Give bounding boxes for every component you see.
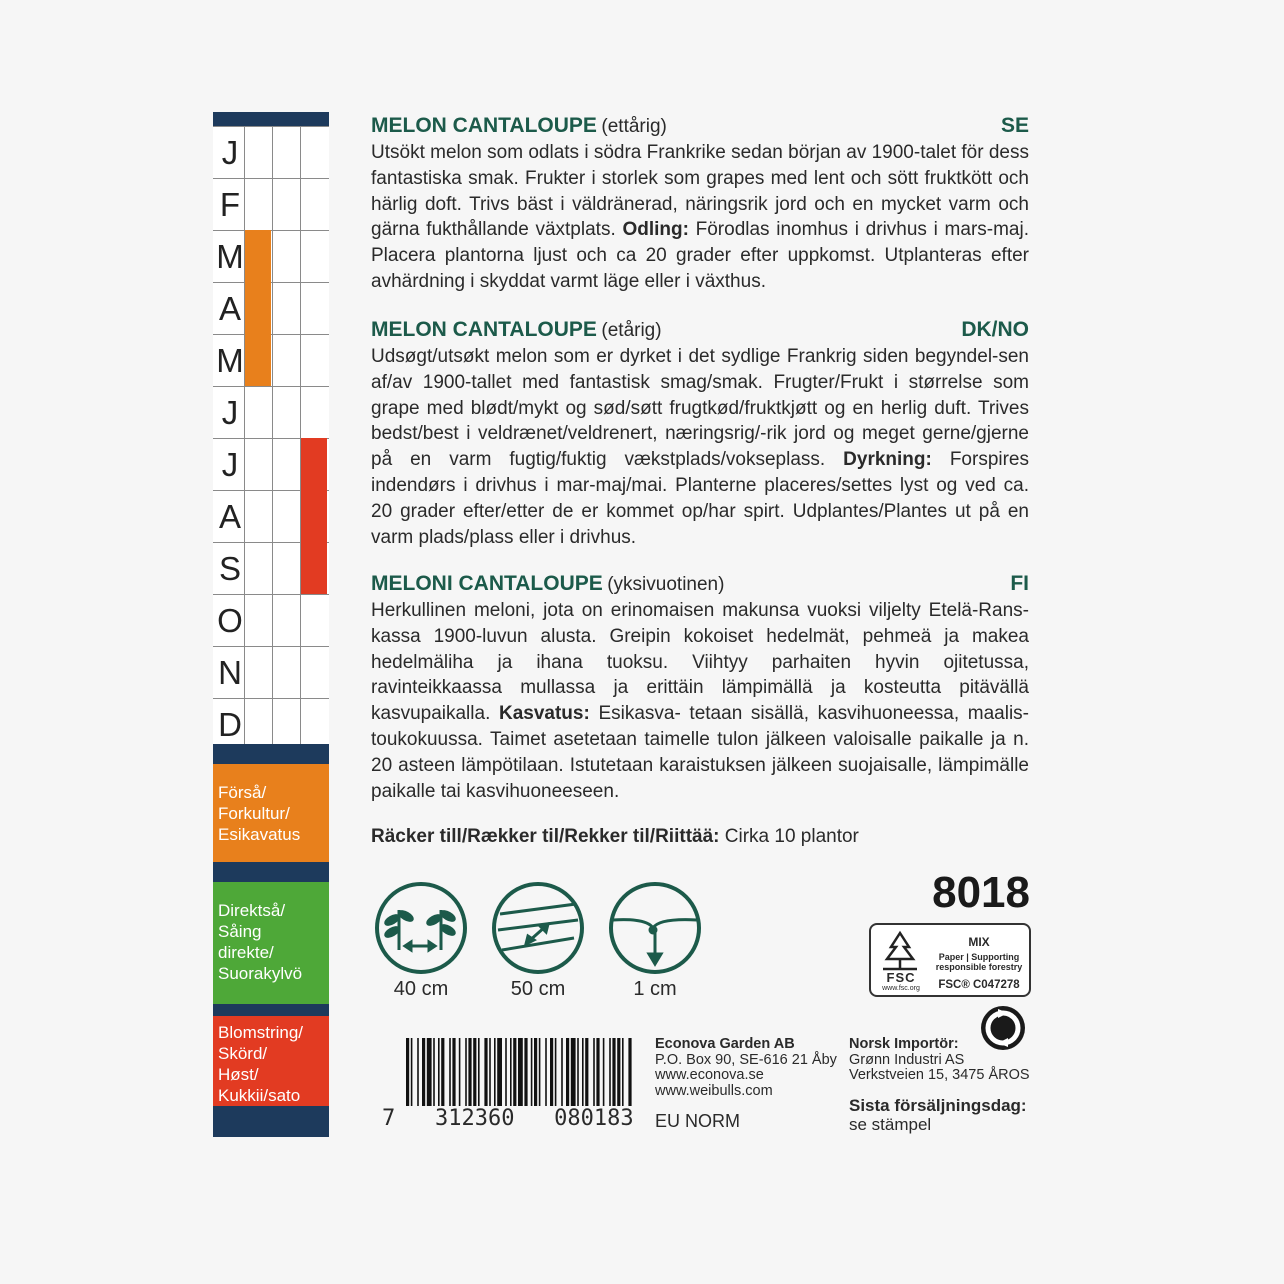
- body-bold: Dyrkning:: [843, 449, 932, 471]
- fsc-license: FSC® C047278: [938, 979, 1020, 991]
- section-subtitle: (ettårig): [601, 116, 667, 137]
- barcode-bar: [406, 1038, 409, 1106]
- legend-text: Skörd/: [218, 1044, 268, 1063]
- barcode-bar: [505, 1038, 507, 1106]
- barcode-bar: [561, 1038, 563, 1106]
- section-fi: [371, 572, 1029, 804]
- product-code: 8018: [932, 868, 1030, 917]
- month-letter: S: [218, 550, 241, 587]
- company-address: P.O. Box 90, SE-616 21 Åby: [655, 1051, 837, 1068]
- calendar-month-row: [213, 282, 329, 334]
- barcode-bar: [449, 1038, 451, 1106]
- barcode-bars: [402, 1038, 647, 1112]
- section-body: [371, 344, 1029, 550]
- importer-label: Norsk Importör:: [849, 1036, 959, 1052]
- fsc-mix: MIX: [968, 935, 990, 949]
- fsc-tree-icon: [877, 929, 923, 973]
- body-text: Utsökt melon som odlats i södra Frankrike sedan början av 1900-talet för dess fantastiska smak. Frukter i storlek som grapes med lent och sött fruktkött och härlig doft. Trivs bäst i väldränerad, näringsrik jord och en mycket varm och gärna fukthållande växtplats.: [371, 142, 1029, 241]
- calendar-bottom-bar: [213, 1106, 329, 1137]
- calendar-separator: [213, 744, 329, 764]
- section-se: [371, 114, 1029, 295]
- barcode-bar: [566, 1038, 569, 1106]
- barcode-bar: [596, 1038, 599, 1106]
- barcode-bar: [489, 1038, 491, 1106]
- barcode-bar: [577, 1038, 579, 1106]
- barcode-bar: [465, 1038, 467, 1106]
- body-text: Förodlas inomhus i drivhus i mars-maj. Placera plantorna ljust och ca 20 grader efter uppkomst. Utplanteras efter avhärdning i skyddat varmt läge eller i växthus.: [371, 219, 1029, 292]
- importer-address: Verkstveien 15, 3475 ÅROS: [849, 1067, 1030, 1083]
- row-spacing-icon: [490, 880, 586, 976]
- body-text: Esikasva- tetaan sisällä, kasvihuoneessa, maalis-toukokuussa. Taimet asetetaan taimelle tulon jälkeen valoisalle paikalle ja n. 20 asteen lämpötilaan. Istutetaan karaistuksen jälkeen suojaisalle, lämpimälle paikalle tai kasvihuoneeseen.: [371, 703, 1029, 802]
- barcode-bar: [555, 1038, 557, 1106]
- barcode-bar: [582, 1038, 584, 1106]
- legend-direct-sowing: [213, 882, 329, 1004]
- section-heading: [371, 318, 1029, 344]
- section-title: MELON CANTALOUPE: [371, 114, 597, 137]
- harvest-bar: [301, 438, 327, 594]
- language-code: DK/NO: [961, 318, 1029, 341]
- section-heading: [371, 572, 1029, 598]
- body-bold: Kasvatus:: [498, 703, 590, 725]
- section-dk-no: [371, 318, 1029, 550]
- legend-text: Esikavatus: [218, 825, 301, 844]
- language-code: SE: [1000, 114, 1029, 137]
- section-title: MELON CANTALOUPE: [371, 318, 597, 341]
- section-heading: [371, 114, 1029, 140]
- calendar-month-row: [213, 230, 329, 282]
- barcode-bar: [609, 1038, 611, 1106]
- eu-norm: EU NORM: [655, 1111, 740, 1131]
- importer-name: Grønn Industri AS: [849, 1051, 965, 1068]
- row-spacing-label: 50 cm: [510, 978, 566, 1000]
- barcode-bar: [441, 1038, 444, 1106]
- month-letter: M: [216, 342, 244, 379]
- yield-label: Räcker till/Rækker til/Rekker til/Riittää:: [371, 826, 720, 847]
- barcode-bar: [628, 1038, 631, 1106]
- month-letter: J: [221, 446, 239, 483]
- fsc-claim-line: Paper | Supporting: [938, 952, 1020, 962]
- month-letter: J: [221, 394, 239, 431]
- legend-text: Kukkii/sato: [218, 1086, 301, 1105]
- section-subtitle: (etårig): [601, 320, 662, 341]
- yield-value: Cirka 10 plantor: [724, 826, 859, 847]
- barcode-bar: [438, 1038, 440, 1106]
- month-letter: J: [221, 134, 239, 171]
- fsc-claim-line: responsible forestry: [935, 962, 1023, 972]
- barcode-bar: [513, 1038, 516, 1106]
- legend-text: Direktså/: [218, 901, 286, 920]
- barcode-bar: [545, 1038, 547, 1106]
- barcode-bar: [417, 1038, 419, 1106]
- barcode-bar: [518, 1038, 523, 1106]
- barcode-bar: [473, 1038, 476, 1106]
- legend-text: Høst/: [218, 1065, 259, 1084]
- barcode-bar: [497, 1038, 502, 1106]
- calendar-month-row: [213, 126, 329, 178]
- sowing-calendar: [213, 112, 329, 1137]
- barcode: [382, 1038, 634, 1138]
- barcode-bar: [468, 1038, 471, 1106]
- barcode-bar: [459, 1038, 461, 1106]
- calendar-month-row: [213, 594, 329, 646]
- month-letter: F: [219, 186, 241, 223]
- company-website: www.econova.se: [655, 1067, 764, 1083]
- fsc-url: www.fsc.org: [882, 985, 920, 992]
- fsc-claim: [929, 952, 1029, 972]
- barcode-digits: 7 312360 080183: [382, 1106, 634, 1131]
- legend-text: Suorakylvö: [218, 964, 303, 983]
- calendar-month-row: [213, 698, 329, 750]
- barcode-bar: [550, 1038, 553, 1106]
- barcode-bar: [571, 1038, 576, 1106]
- sowing-depth-icon: [607, 880, 703, 976]
- barcode-bar: [531, 1038, 533, 1106]
- sale-date-label: Sista försäljningsdag:: [849, 1096, 1027, 1115]
- body-bold: Odling:: [622, 219, 689, 241]
- barcode-bar: [524, 1038, 527, 1106]
- sowing-depth-label: 1 cm: [633, 978, 677, 1000]
- company-name: Econova Garden AB: [655, 1036, 795, 1052]
- sale-date-value: se stämpel: [849, 1115, 932, 1134]
- section-body: [371, 140, 1029, 295]
- calendar-month-row: [213, 334, 329, 386]
- barcode-bar: [452, 1038, 455, 1106]
- barcode-bar: [484, 1038, 487, 1106]
- month-letter: A: [218, 290, 241, 327]
- barcode-bar: [427, 1038, 432, 1106]
- legend-text: direkte/: [218, 943, 274, 962]
- barcode-bar: [622, 1038, 624, 1106]
- legend-indoor-sowing: [213, 764, 329, 862]
- legend-text: Blomstring/: [218, 1023, 304, 1042]
- barcode-bar: [494, 1038, 496, 1106]
- section-subtitle: (yksivuotinen): [607, 574, 725, 595]
- fsc-label: [869, 923, 1031, 997]
- plant-spacing-label: 40 cm: [393, 978, 449, 1000]
- language-code: FI: [1010, 572, 1029, 595]
- barcode-bar: [603, 1038, 605, 1106]
- body-text: Udsøgt/utsøkt melon som er dyrket i det sydlige Frankrig siden begyndel-sen af/av 1900-tallet med fantastisk smag/smak. Frugter/Frukt i størrelse som grape med blødt/mykt og sød/søtt frugtkød/fruktkjøtt og en herlig duft. Trives bedst/best i veldrænet/veldrenert, næringsrig/-rik jord og meget gerne/gjerne på en varm fugtig/fuktig vækstplads/vokseplass.: [371, 346, 1029, 471]
- barcode-bar: [411, 1038, 413, 1106]
- legend-text: Forkultur/: [218, 804, 290, 823]
- legend-text: Såing: [218, 922, 262, 941]
- month-letter: M: [216, 238, 244, 275]
- yield-line: [371, 826, 859, 848]
- calendar-top-bar: [213, 112, 329, 126]
- company-info: [655, 1037, 837, 1099]
- legend-text: Förså/: [218, 783, 267, 802]
- barcode-bar: [422, 1038, 425, 1106]
- barcode-bar: [585, 1038, 588, 1106]
- month-letter: N: [218, 654, 242, 691]
- section-body: [371, 598, 1029, 804]
- calendar-separator: [213, 862, 329, 882]
- calendar-month-row: [213, 386, 329, 438]
- calendar-month-row: [213, 646, 329, 698]
- legend-harvest: [213, 1016, 329, 1106]
- barcode-bar: [612, 1038, 615, 1106]
- month-letter: O: [217, 602, 243, 639]
- body-text: Forspires indendørs i drivhus i mar-maj/mai. Planterne placeres/settes lyst og ved ca. 20 grader efter/etter de er kommet op/har spirt. Udplantes/Plantes ut på en varm plads/plass eller i drivhus.: [371, 449, 1029, 548]
- barcode-bar: [534, 1038, 537, 1106]
- barcode-bar: [510, 1038, 512, 1106]
- plant-spacing-icon: [373, 880, 469, 976]
- body-text: Herkullinen meloni, jota on erinomaisen makunsa vuoksi viljelty Etelä-Rans-kassa 1900-luvun alusta. Greipin kokoiset hedelmät, pehmeä ja makea hedelmäliha ja ihana tuoksu. Viihtyy parhaiten hyvin ojitetussa, ravinteikkaassa mullassa ja erittäin lämpimällä ja kosteutta pitävällä kasvupaikalla.: [371, 600, 1029, 725]
- barcode-bar: [593, 1038, 595, 1106]
- month-letter: D: [218, 706, 242, 743]
- indoor-sowing-bar: [245, 230, 271, 386]
- barcode-bar: [539, 1038, 541, 1106]
- fsc-brand: FSC: [886, 970, 916, 985]
- barcode-bar: [478, 1038, 480, 1106]
- month-letter: A: [218, 498, 241, 535]
- sale-date: [849, 1096, 1027, 1134]
- barcode-bar: [433, 1038, 435, 1106]
- section-title: MELONI CANTALOUPE: [371, 572, 603, 595]
- company-website: www.weibulls.com: [655, 1082, 773, 1099]
- calendar-month-row: [213, 178, 329, 230]
- barcode-bar: [617, 1038, 620, 1106]
- green-dot-recycle-icon: [980, 1005, 1026, 1051]
